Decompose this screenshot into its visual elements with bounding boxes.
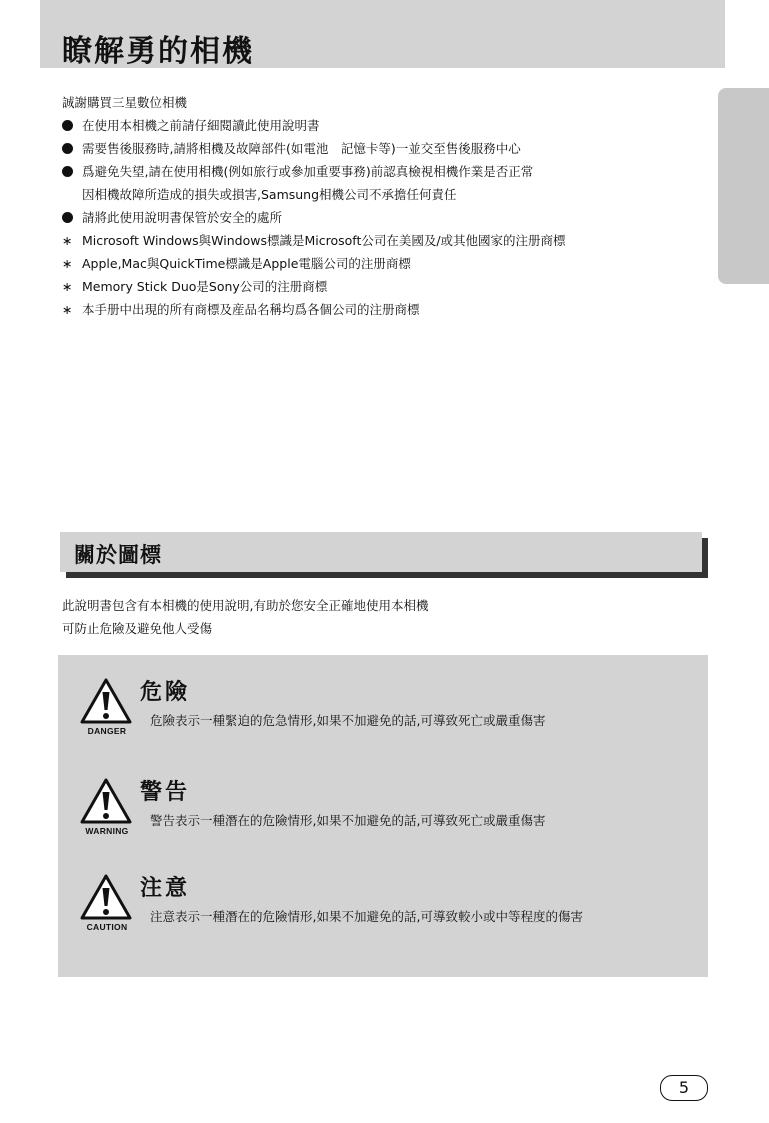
bullet-icon xyxy=(62,143,73,154)
intro-thanks: 誠謝購買三星數位相機 xyxy=(62,95,188,110)
asterisk-icon: ∗ xyxy=(62,233,73,248)
description-line: 可防止危險及避免他人受傷 xyxy=(62,621,213,636)
page-number: 5 xyxy=(660,1075,708,1101)
intro-item: 請將此使用說明書保管於安全的處所 xyxy=(62,206,712,229)
danger-heading: 危險 xyxy=(140,680,191,705)
trademark-note: ∗ Apple,Mac與QuickTime標識是Apple電腦公司的注册商標 xyxy=(62,252,712,275)
asterisk-icon: ∗ xyxy=(62,279,73,294)
danger-label: DANGER xyxy=(87,726,127,736)
bullet-icon xyxy=(62,212,73,223)
trademark-note: ∗ Memory Stick Duo是Sony公司的注册商標 xyxy=(62,275,712,298)
warning-triangle-icon xyxy=(80,677,132,747)
warning-text: 警告表示一種潛在的危險情形,如果不加避免的話,可導致死亡或嚴重傷害 xyxy=(150,813,546,828)
warning-triangle-icon xyxy=(80,777,132,847)
warning-label: WARNING xyxy=(85,826,129,836)
warning-box xyxy=(58,655,708,977)
trademark-note: ∗ 本手册中出現的所有商標及産品名稱均爲各個公司的注册商標 xyxy=(62,298,712,321)
intro-item: 需要售後服務時,請將相機及故障部件(如電池 記憶卡等)一並交至售後服務中心 xyxy=(62,137,712,160)
intro-item-continuation: 因相機故障所造成的損失或損害,Samsung相機公司不承擔任何責任 xyxy=(82,187,457,202)
bullet-icon xyxy=(62,120,73,131)
section-description xyxy=(62,594,428,640)
caution-heading: 注意 xyxy=(140,876,191,901)
warning-block xyxy=(80,777,690,857)
intro-item: 在使用本相機之前請仔細閱讀此使用說明書 xyxy=(62,114,712,137)
description-line: 此說明書包含有本相機的使用說明,有助於您安全正確地使用本相機 xyxy=(62,598,429,613)
asterisk-icon: ∗ xyxy=(62,302,73,317)
page-title: 瞭解勇的相機 xyxy=(62,34,254,69)
warning-triangle-icon xyxy=(80,873,132,943)
bullet-icon xyxy=(62,166,73,177)
chapter-tab xyxy=(718,88,769,284)
trademark-note: ∗ Microsoft Windows與Windows標識是Microsoft公司在美國及/或其他國家的注册商標 xyxy=(62,229,712,252)
caution-label: CAUTION xyxy=(86,922,128,932)
intro-block xyxy=(62,91,712,321)
intro-item: 爲避免失望,請在使用相機(例如旅行或參加重要事務)前認真檢視相機作業是否正常 xyxy=(62,160,712,183)
caution-block xyxy=(80,873,690,953)
caution-text: 注意表示一種潛在的危險情形,如果不加避免的話,可導致較小或中等程度的傷害 xyxy=(150,909,583,924)
section-title: 關於圖標 xyxy=(74,543,162,567)
asterisk-icon: ∗ xyxy=(62,256,73,271)
danger-text: 危險表示一種緊迫的危急情形,如果不加避免的話,可導致死亡或嚴重傷害 xyxy=(150,713,546,728)
danger-block xyxy=(80,677,690,757)
warning-heading: 警告 xyxy=(140,780,191,805)
